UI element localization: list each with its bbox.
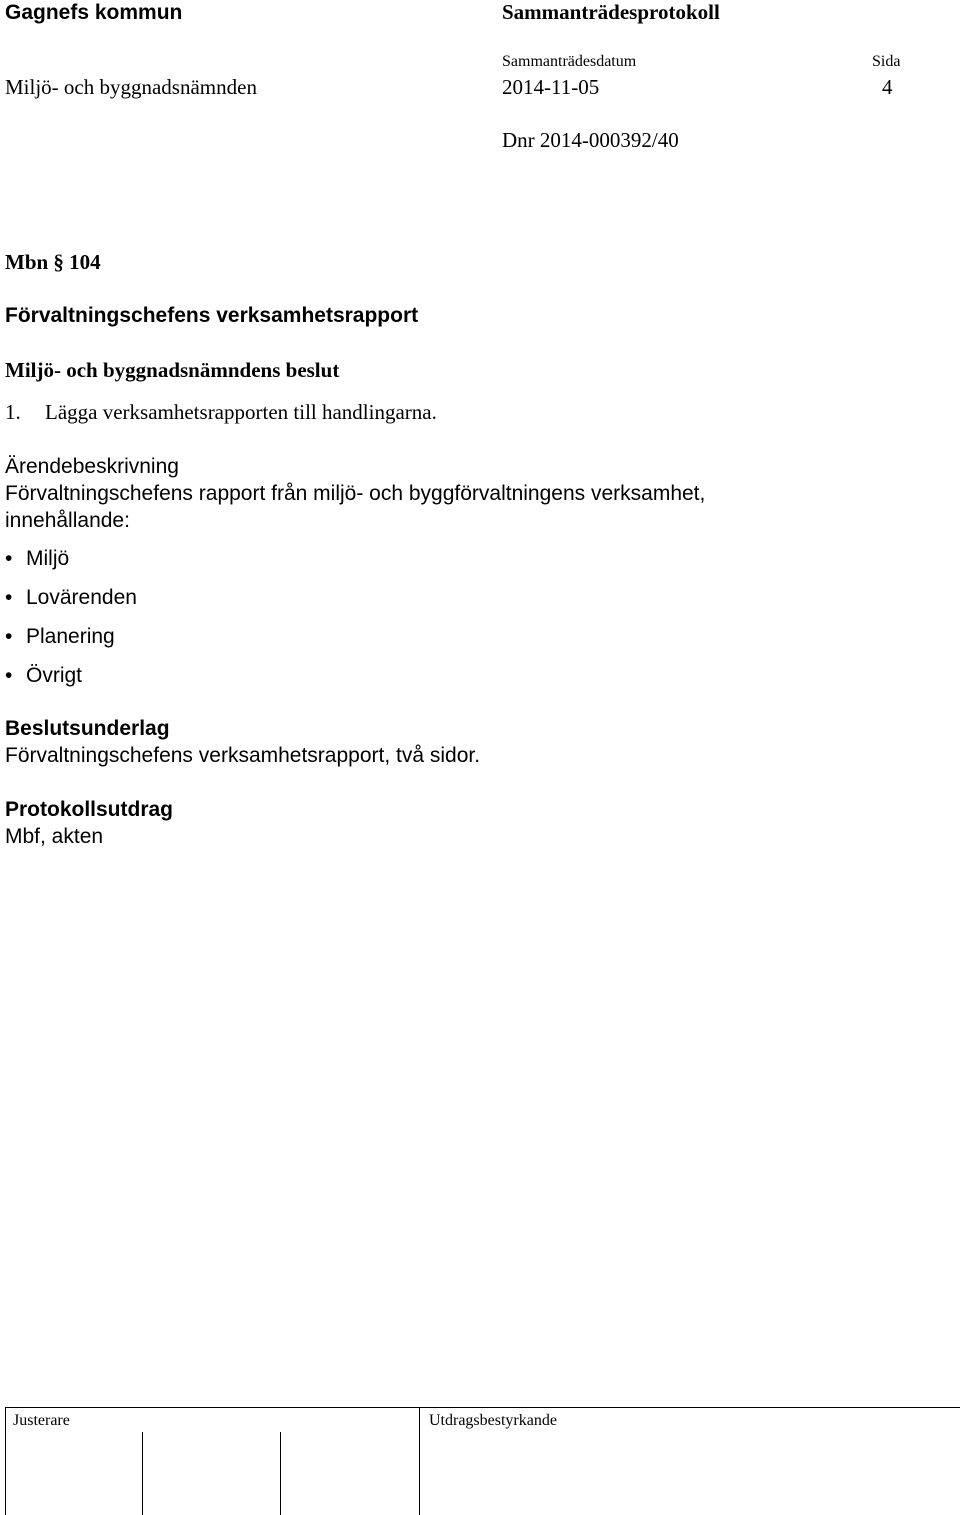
meeting-date-label: Sammanträdesdatum (502, 53, 637, 70)
document-type: Sammanträdesprotokoll (502, 0, 720, 24)
description-text-line-1: Förvaltningschefens rapport från miljö- och byggförvaltningens verksamhet, (5, 482, 706, 505)
page-number: 4 (882, 75, 893, 99)
description-list (5, 548, 137, 704)
registration-number: Dnr 2014-000392/40 (502, 128, 679, 152)
organization-name: Gagnefs kommun (5, 1, 183, 24)
list-item (5, 548, 137, 587)
description-text-line-2: innehållande: (5, 509, 130, 532)
matter-title: Förvaltningschefens verksamhetsrapport (5, 304, 419, 327)
page-label: Sida (872, 53, 901, 70)
bullet-icon: • (5, 547, 13, 570)
decision-item-text: Lägga verksamhetsrapporten till handlingarna. (45, 400, 437, 424)
basis-text: Förvaltningschefens verksamhetsrapport, två sidor. (5, 744, 481, 767)
decision-item (5, 402, 437, 423)
decision-heading: Miljö- och byggnadsnämndens beslut (5, 358, 340, 382)
signature-box-border (142, 1432, 143, 1515)
list-item-text: Övrigt (26, 664, 83, 687)
list-item-text: Miljö (26, 547, 70, 570)
signature-box-border (419, 1407, 420, 1515)
list-item-text: Planering (26, 625, 115, 648)
list-item (5, 587, 137, 626)
basis-heading: Beslutsunderlag (5, 717, 170, 740)
footer-divider (5, 1407, 960, 1408)
list-item-text: Lovärenden (26, 586, 137, 609)
signature-box-border (5, 1407, 6, 1515)
bullet-icon: • (5, 625, 13, 648)
bullet-icon: • (5, 664, 13, 687)
list-item (5, 665, 137, 704)
decision-item-number: 1. (5, 400, 21, 424)
utdragsbestyrkande-label: Utdragsbestyrkande (429, 1412, 557, 1429)
signature-box-border (280, 1432, 281, 1515)
extract-text: Mbf, akten (5, 825, 104, 848)
extract-heading: Protokollsutdrag (5, 798, 174, 821)
meeting-date: 2014-11-05 (502, 75, 600, 99)
description-heading: Ärendebeskrivning (5, 455, 179, 478)
paragraph-number: Mbn § 104 (5, 250, 101, 274)
bullet-icon: • (5, 586, 13, 609)
list-item (5, 626, 137, 665)
committee-name: Miljö- och byggnadsnämnden (5, 75, 257, 99)
justerare-label: Justerare (13, 1412, 70, 1429)
